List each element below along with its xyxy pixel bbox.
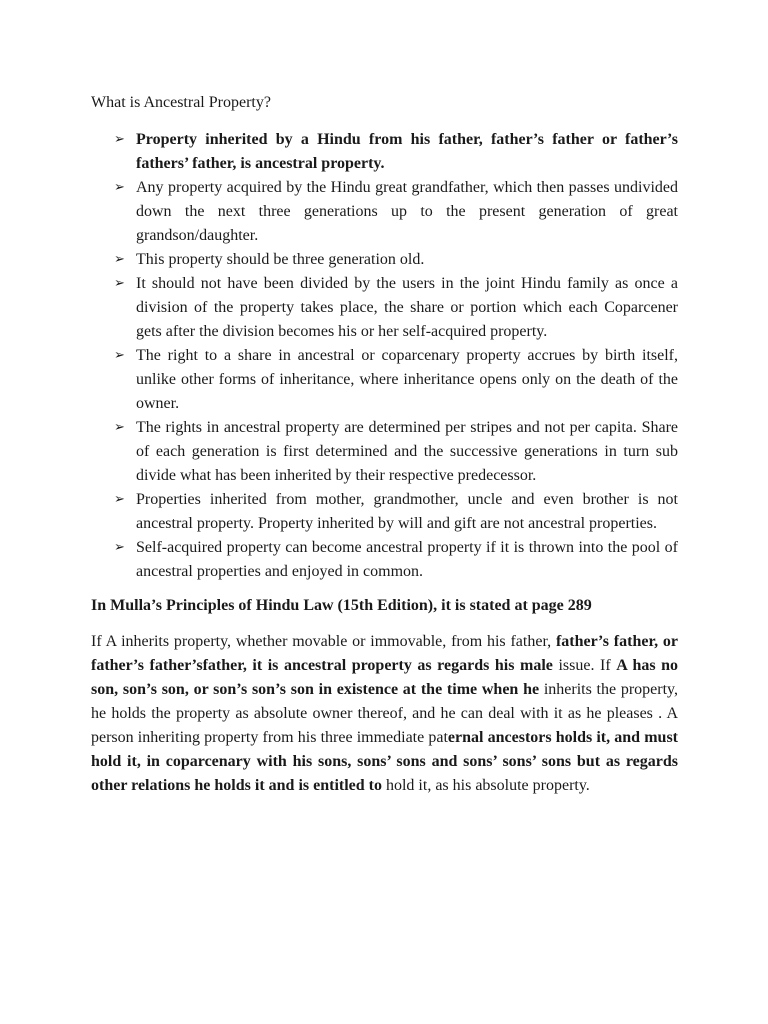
- paragraph-bold-text: father’s father, or father’s father’sfather, it is ancestral property as regards his male: [91, 633, 678, 674]
- paragraph-text: hold it, as his absolute property.: [381, 777, 590, 794]
- document-page: [91, 91, 678, 798]
- bullet-list: [91, 128, 678, 584]
- bullet-item: ➢ Any property acquired by the Hindu great grandfather, which then passes undivided down the next three generations up to the present generation of great grandson/daughter.: [136, 176, 678, 248]
- paragraph-text: If A inherits property, whether movable or immovable, from his father,: [91, 633, 556, 650]
- bullet-item: ➢ This property should be three generation old.: [136, 248, 678, 272]
- bullet-item: ➢ Self-acquired property can become ancestral property if it is thrown into the pool of ancestral properties and enjoyed in common.: [136, 536, 678, 584]
- bullet-item: ➢ Properties inherited from mother, grandmother, uncle and even brother is not ancestral property. Property inherited by will and gift are not ancestral properties.: [136, 488, 678, 536]
- paragraph-text: issue. If: [552, 657, 617, 674]
- paragraph-bold-text: ernal ancestors holds it, and must hold it, in coparcenary with his sons, sons’ sons and sons’ sons’ sons but as regards other relations he holds it and is entitled to: [91, 729, 678, 794]
- bullet-item: ➢ The rights in ancestral property are determined per stripes and not per capita. Share of each generation is first determined and the successive generations in turn sub divide what has been inherited by their respective predecessor.: [136, 416, 678, 488]
- document-title: What is Ancestral Property?: [91, 94, 271, 111]
- section-heading: In Mulla’s Principles of Hindu Law (15th Edition), it is stated at page 289: [91, 597, 592, 614]
- bullet-item: ➢ Property inherited by a Hindu from his father, father’s father or father’s fathers’ father, is ancestral property.: [136, 128, 678, 176]
- body-paragraph: [91, 630, 678, 798]
- paragraph-text: inherits the property, he holds the property as absolute owner thereof, and he can deal with it as he pleases . A person inheriting property from his three immediate pat: [91, 681, 679, 746]
- bullet-item: ➢ The right to a share in ancestral or coparcenary property accrues by birth itself, unlike other forms of inheritance, where inheritance opens only on the death of the owner.: [136, 344, 678, 416]
- paragraph-bold-text: A has no son, son’s son, or son’s son’s son in existence at the time when he: [91, 657, 679, 698]
- bullet-item: ➢ It should not have been divided by the users in the joint Hindu family as once a division of the property takes place, the share or portion which each Coparcener gets after the division becomes his or her self-acquired property.: [136, 272, 678, 344]
